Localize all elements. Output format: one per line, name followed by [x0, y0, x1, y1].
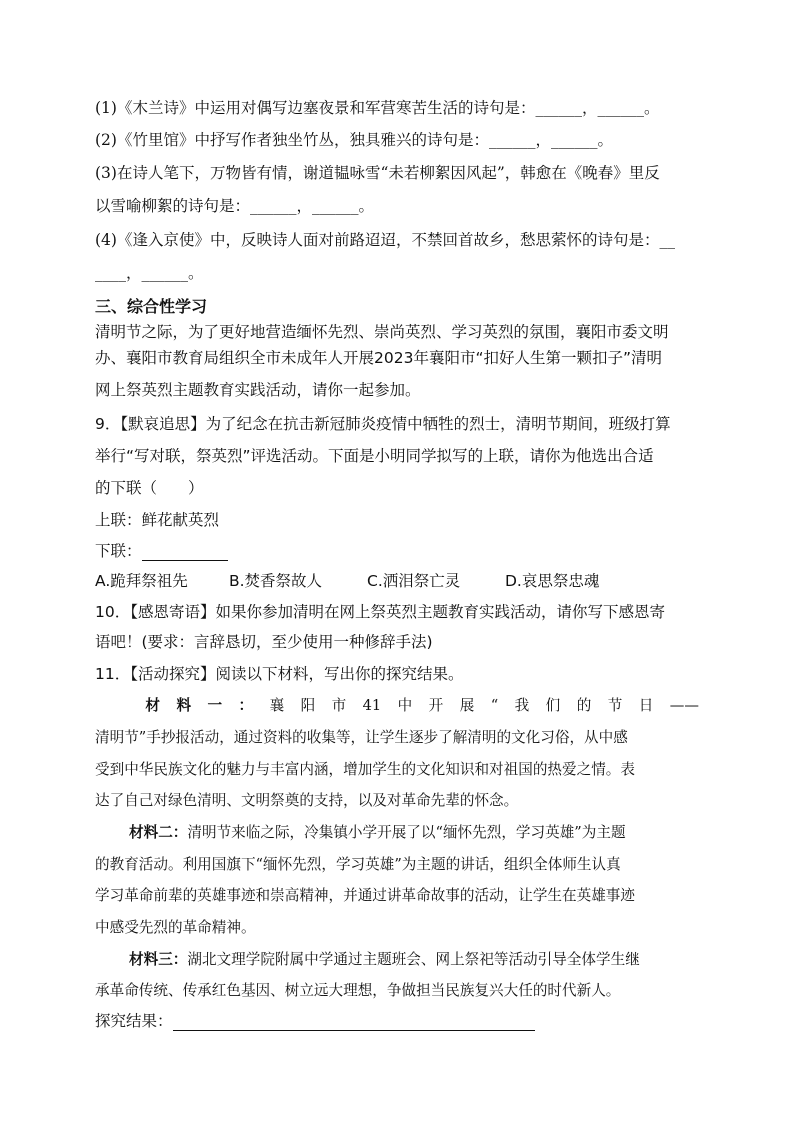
material-1-line-2: 清明节”手抄报活动，通过资料的收集等，让学生逐步了解清明的文化习俗，从中感: [95, 729, 628, 746]
section-intro-line-3: 网上祭英烈主题教育实践活动，请你一起参加。: [95, 381, 421, 399]
question-9-options: [95, 571, 599, 591]
question-11-line-1: 11．【活动探究】阅读以下材料，写出你的探究结果。: [95, 665, 464, 683]
material-3-label: 材料三：: [129, 951, 188, 968]
poetry-question-2: (2)《竹里馆》中抒写作者独坐竹丛，独具雅兴的诗句是：______，______。: [95, 131, 613, 149]
material-1-text: 襄阳市41中开展“我们的节日——: [269, 697, 699, 714]
result-answer-blank[interactable]: [173, 1014, 535, 1031]
poetry-question-3-line-2: 以雪喻柳絮的诗句是：______，______。: [95, 197, 375, 215]
option-a[interactable]: A.跪拜祭祖先: [95, 572, 188, 590]
option-c[interactable]: C.洒泪祭亡灵: [367, 572, 461, 590]
result-label: 探究结果：: [95, 1012, 173, 1030]
couplet-upper-line: 上联：鲜花献英烈: [95, 511, 220, 529]
answer-blank[interactable]: [142, 544, 228, 561]
material-3-text: 湖北文理学院附属中学通过主题班会、网上祭祀等活动引导全体学生继: [187, 951, 640, 968]
poetry-question-4-line-1: (4)《逢入京使》中，反映诗人面对前路迢迢，不禁回首故乡，愁思萦怀的诗句是：__: [95, 231, 675, 249]
material-2-text: 清明节来临之际，冷集镇小学开展了以“缅怀先烈，学习英雄”为主题: [187, 824, 626, 841]
question-9-line-1: 9．【默哀追思】为了纪念在抗击新冠肺炎疫情中牺牲的烈士，清明节期间，班级打算: [95, 415, 671, 433]
material-1-label: 材料一：: [129, 697, 270, 714]
poetry-question-1: (1)《木兰诗》中运用对偶写边塞夜景和军营寒苦生活的诗句是：______，______。: [95, 99, 660, 117]
material-2-line-3: 学习革命前辈的英雄事迹和崇高精神，并通过讲革命故事的活动，让学生在英雄事迹: [95, 887, 635, 904]
material-3-line-2: 承革命传统、传承红色基因、树立远大理想，争做担当民族复兴大任的时代新人。: [95, 982, 621, 999]
couplet-lower-label: 下联：: [95, 542, 142, 560]
question-9-line-2: 举行“写对联，祭英烈”评选活动。下面是小明同学拟写的上联，请你为他选出合适: [95, 447, 654, 465]
poetry-question-3-line-1: (3)在诗人笔下，万物皆有情，谢道韫咏雪“未若柳絮因风起”，韩愈在《晚春》里反: [95, 164, 660, 182]
material-2-line-1: [95, 823, 626, 843]
couplet-lower-line: [95, 541, 228, 561]
result-line: [95, 1011, 535, 1031]
poetry-question-4-line-2: ____，______。: [95, 264, 204, 282]
material-1-line-1: [95, 696, 699, 716]
question-10-line-1: 10．【感恩寄语】如果你参加清明在网上祭英烈主题教育实践活动，请你写下感恩寄: [95, 603, 665, 621]
material-2-line-4: 中感受先烈的革命精神。: [95, 919, 256, 936]
material-3-line-1: [95, 950, 640, 970]
material-1-line-3: 受到中华民族文化的魅力与丰富内涵，增加学生的文化知识和对祖国的热爱之情。表: [95, 761, 635, 778]
question-9-line-3: 的下联（ ）: [95, 479, 204, 497]
section-intro-line-2: 办、襄阳市教育局组织全市未成年人开展2023年襄阳市“扣好人生第一颗扣子”清明: [95, 349, 663, 367]
material-2-line-2: 的教育活动。利用国旗下“缅怀先烈，学习英雄”为主题的讲话，组织全体师生认真: [95, 856, 621, 873]
option-b[interactable]: B.焚香祭故人: [229, 572, 323, 590]
section-intro-line-1: 清明节之际，为了更好地营造缅怀先烈、崇尚英烈、学习英烈的氛围，襄阳市委文明: [95, 323, 669, 341]
material-2-label: 材料二：: [129, 824, 188, 841]
section-heading: 三、综合性学习: [95, 297, 208, 316]
question-10-line-2: 语吧！(要求：言辞恳切，至少使用一种修辞手法): [95, 633, 433, 651]
option-d[interactable]: D.哀思祭忠魂: [505, 572, 600, 590]
material-1-line-4: 达了自己对绿色清明、文明祭奠的支持，以及对革命先辈的怀念。: [95, 792, 519, 809]
